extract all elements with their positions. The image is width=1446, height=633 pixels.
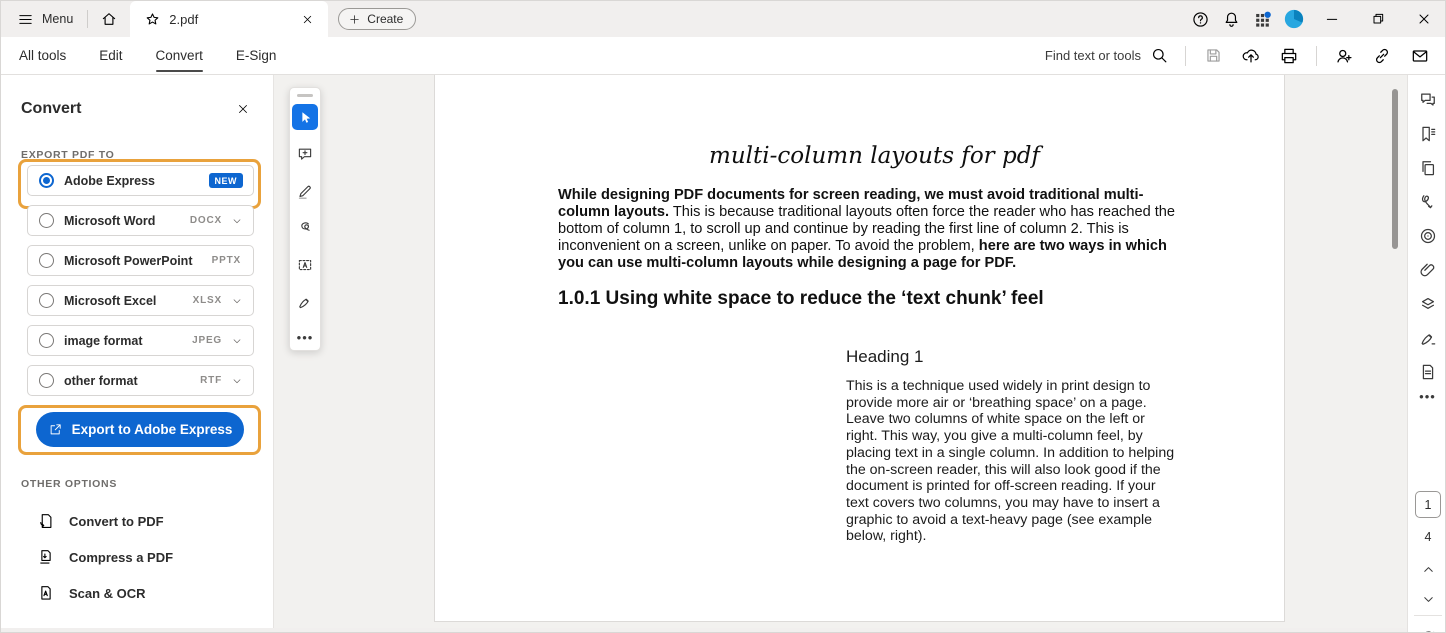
- fill-sign-tool-icon: [296, 293, 314, 311]
- link-icon: [1372, 46, 1392, 66]
- search-icon: [1150, 46, 1169, 65]
- convert-to-pdf-icon: [37, 512, 55, 530]
- menu-icon: [17, 11, 34, 28]
- add-reviewer-icon: [1334, 46, 1354, 66]
- create-tab-button[interactable]: [338, 8, 416, 30]
- divider: [1316, 46, 1317, 66]
- apps-grid-icon: [1253, 10, 1272, 29]
- home-icon: [100, 10, 118, 28]
- help-button[interactable]: [1185, 1, 1216, 37]
- share-button[interactable]: [1236, 42, 1266, 70]
- chevron-down-icon[interactable]: [231, 375, 243, 387]
- pdf-title: multi-column layouts for pdf: [709, 143, 1040, 169]
- print-icon: [1279, 46, 1299, 66]
- rotate-icon: [1420, 627, 1437, 633]
- reflow-icon: [1418, 192, 1438, 212]
- pdf-sub-paragraph: This is a technique used widely in print design to provide more air or ‘breathing space’ on a page. Leave two columns of white space on the left or right. This way, you give a multi-column feel, by placing text in a single column. In addition to helping the on-screen reader, this will also look good if the document is printed for off-screen reading. If your text covers two columns, you may have to insert a graphic to avoid a text-heavy page (see example below, right).: [846, 378, 1175, 545]
- minimize-button[interactable]: [1309, 1, 1355, 37]
- home-button[interactable]: [88, 1, 130, 37]
- email-icon: [1410, 46, 1430, 66]
- minimize-icon: [1324, 11, 1340, 27]
- scan-ocr-item[interactable]: [1, 575, 274, 611]
- help-icon: [1191, 10, 1210, 29]
- star-icon: [144, 11, 161, 28]
- pdf-subheading: Heading 1: [846, 347, 924, 366]
- user-avatar: [1283, 8, 1305, 30]
- more-panels-button[interactable]: •••: [1419, 389, 1436, 404]
- pdf-text-bold: While designing PDF documents for screen reading, we must avoid traditional multi-column layouts.: [558, 187, 1144, 220]
- panel-close-button[interactable]: [231, 97, 255, 121]
- panel-title: Convert: [21, 100, 82, 117]
- current-page-number: 1: [1424, 497, 1432, 512]
- radio-button[interactable]: [39, 373, 54, 388]
- add-comment-tool-button[interactable]: [292, 141, 318, 167]
- close-window-button[interactable]: [1401, 1, 1446, 37]
- panel-close-icon: [236, 102, 250, 116]
- convert-to-pdf-item[interactable]: [1, 503, 274, 539]
- account-avatar[interactable]: [1278, 1, 1309, 37]
- highlight-tool-button[interactable]: [292, 178, 318, 204]
- notifications-button[interactable]: [1216, 1, 1247, 37]
- tab-title: 2.pdf: [169, 11, 199, 27]
- plus-icon: [348, 13, 361, 26]
- pdf-page: [434, 75, 1285, 622]
- bookmarks-panel-icon: [1418, 124, 1438, 144]
- tab-all-tools[interactable]: All tools: [19, 48, 67, 63]
- other-options-list: [1, 503, 274, 611]
- export-format-options: [27, 165, 254, 405]
- export-to-adobe-express-button[interactable]: [36, 412, 244, 447]
- option-microsoft-excel[interactable]: [27, 285, 254, 316]
- compress-pdf-icon: [37, 548, 55, 566]
- page-thumbnails-icon: [1418, 158, 1438, 178]
- destinations-icon: [1418, 226, 1438, 246]
- find-text-button[interactable]: [1045, 46, 1169, 65]
- add-text-tool-button[interactable]: [292, 252, 318, 278]
- menu-button[interactable]: [1, 1, 87, 37]
- option-adobe-express[interactable]: [27, 165, 254, 196]
- current-page-indicator[interactable]: [1415, 491, 1441, 518]
- comments-panel-icon: [1418, 90, 1438, 110]
- restore-window-icon: [1370, 11, 1386, 27]
- option-microsoft-word[interactable]: [27, 205, 254, 236]
- save-button[interactable]: [1198, 42, 1228, 70]
- compress-pdf-item[interactable]: [1, 539, 274, 575]
- tab-esign[interactable]: E-Sign: [235, 48, 277, 63]
- signature-panel-button[interactable]: [1408, 321, 1446, 355]
- reflow-button[interactable]: [1408, 185, 1446, 219]
- comments-panel-button[interactable]: [1408, 83, 1446, 117]
- right-panel-rail: [1407, 75, 1446, 633]
- fill-sign-tool-button[interactable]: [292, 289, 318, 315]
- option-label: Microsoft Word: [64, 213, 156, 228]
- radio-button[interactable]: [39, 293, 54, 308]
- format-code: RTF: [200, 375, 222, 386]
- format-code: DOCX: [189, 215, 222, 226]
- scrollbar-thumb[interactable]: [1392, 89, 1398, 249]
- other-option-label: Convert to PDF: [69, 513, 164, 529]
- option-label: other format: [64, 373, 138, 388]
- option-other-format[interactable]: [27, 365, 254, 396]
- email-button[interactable]: [1405, 42, 1435, 70]
- print-button[interactable]: [1274, 42, 1304, 70]
- window-bottom-edge: [1, 628, 1407, 633]
- page-thumbnails-button[interactable]: [1408, 151, 1446, 185]
- document-properties-button[interactable]: [1408, 355, 1446, 389]
- chevron-down-icon[interactable]: [231, 335, 243, 347]
- pdf-text: This is because traditional layouts often force the reader who has reached the bottom of column 1, to scroll up and continue by reading the first line of column 2. This is inconvenient on a screen, unlike on paper. To avoid the problem,: [558, 204, 1176, 254]
- previous-page-button[interactable]: [1408, 556, 1446, 582]
- format-code: PPTX: [211, 255, 241, 266]
- divider: [1414, 615, 1442, 616]
- apps-grid-button[interactable]: [1247, 1, 1278, 37]
- titlebar: [1, 1, 1446, 37]
- layers-icon: [1418, 294, 1438, 314]
- add-text-tool-icon: [296, 256, 314, 274]
- new-badge: NEW: [209, 173, 244, 188]
- attachments-icon: [1418, 260, 1438, 280]
- find-label: Find text or tools: [1044, 48, 1141, 63]
- pdf-section-heading: 1.0.1 Using white space to reduce the ‘text chunk’ feel: [558, 288, 1044, 309]
- page-down-icon: [1421, 592, 1436, 607]
- highlight-tool-icon: [296, 182, 314, 200]
- pdf-right-column: [846, 347, 1176, 545]
- destinations-button[interactable]: [1408, 219, 1446, 253]
- layers-button[interactable]: [1408, 287, 1446, 321]
- option-label: Adobe Express: [64, 173, 156, 188]
- format-code: JPEG: [192, 335, 222, 346]
- attachments-button[interactable]: [1408, 253, 1446, 287]
- draw-tool-icon: [296, 219, 314, 237]
- app-toolbar: [1, 37, 1446, 75]
- option-label: Microsoft Excel: [64, 293, 157, 308]
- chevron-down-icon[interactable]: [231, 295, 243, 307]
- notifications-bell-icon: [1222, 10, 1241, 29]
- tab-edit[interactable]: Edit: [99, 48, 123, 63]
- other-option-label: Compress a PDF: [69, 549, 174, 565]
- chevron-down-icon[interactable]: [231, 215, 243, 227]
- draw-tool-button[interactable]: [292, 215, 318, 241]
- add-comment-tool-icon: [296, 145, 314, 163]
- option-image-format[interactable]: [27, 325, 254, 356]
- external-link-icon: [48, 422, 63, 437]
- restore-window-button[interactable]: [1355, 1, 1401, 37]
- document-viewport: [274, 75, 1407, 633]
- convert-panel: [1, 75, 274, 633]
- option-label: image format: [64, 333, 143, 348]
- pdf-paragraph: [558, 187, 1180, 272]
- save-icon: [1204, 46, 1223, 65]
- export-button-label: Export to Adobe Express: [71, 422, 233, 437]
- tab-close-button[interactable]: [296, 8, 318, 30]
- quick-tools-toolbar: [289, 87, 321, 351]
- radio-button[interactable]: [39, 333, 54, 348]
- bookmarks-panel-button[interactable]: [1408, 117, 1446, 151]
- next-page-button[interactable]: [1408, 586, 1446, 612]
- document-tab[interactable]: [130, 1, 328, 37]
- total-pages: 4: [1424, 530, 1432, 544]
- radio-button[interactable]: [39, 213, 54, 228]
- get-link-button[interactable]: [1367, 42, 1397, 70]
- format-code: XLSX: [192, 295, 222, 306]
- select-tool-button[interactable]: [292, 104, 318, 130]
- rotate-page-button[interactable]: [1408, 622, 1446, 633]
- drag-handle[interactable]: [297, 94, 313, 97]
- option-label: Microsoft PowerPoint: [64, 253, 193, 268]
- export-pdf-to-label: EXPORT PDF TO: [21, 149, 115, 161]
- add-reviewer-button[interactable]: [1329, 42, 1359, 70]
- page-up-icon: [1421, 562, 1436, 577]
- other-option-label: Scan & OCR: [69, 585, 146, 601]
- select-tool-icon: [298, 110, 313, 125]
- menu-label: Menu: [42, 12, 74, 26]
- pdf-text-bold: here are two ways in which you can use multi-column layouts while designing a page for PDF.: [558, 238, 1167, 271]
- other-options-label: OTHER OPTIONS: [21, 478, 118, 490]
- tab-close-icon: [301, 13, 314, 26]
- divider: [1185, 46, 1186, 66]
- more-tools-button[interactable]: •••: [296, 330, 314, 345]
- share-upload-icon: [1241, 46, 1261, 66]
- create-label: Create: [367, 12, 404, 26]
- scan-ocr-icon: [37, 584, 55, 602]
- option-microsoft-powerpoint[interactable]: [27, 245, 254, 276]
- radio-button[interactable]: [39, 173, 54, 188]
- tab-convert[interactable]: Convert: [156, 37, 203, 74]
- signature-panel-icon: [1418, 328, 1438, 348]
- document-properties-icon: [1418, 362, 1438, 382]
- radio-button[interactable]: [39, 253, 54, 268]
- tool-tabs: [1, 37, 276, 74]
- close-window-icon: [1416, 11, 1432, 27]
